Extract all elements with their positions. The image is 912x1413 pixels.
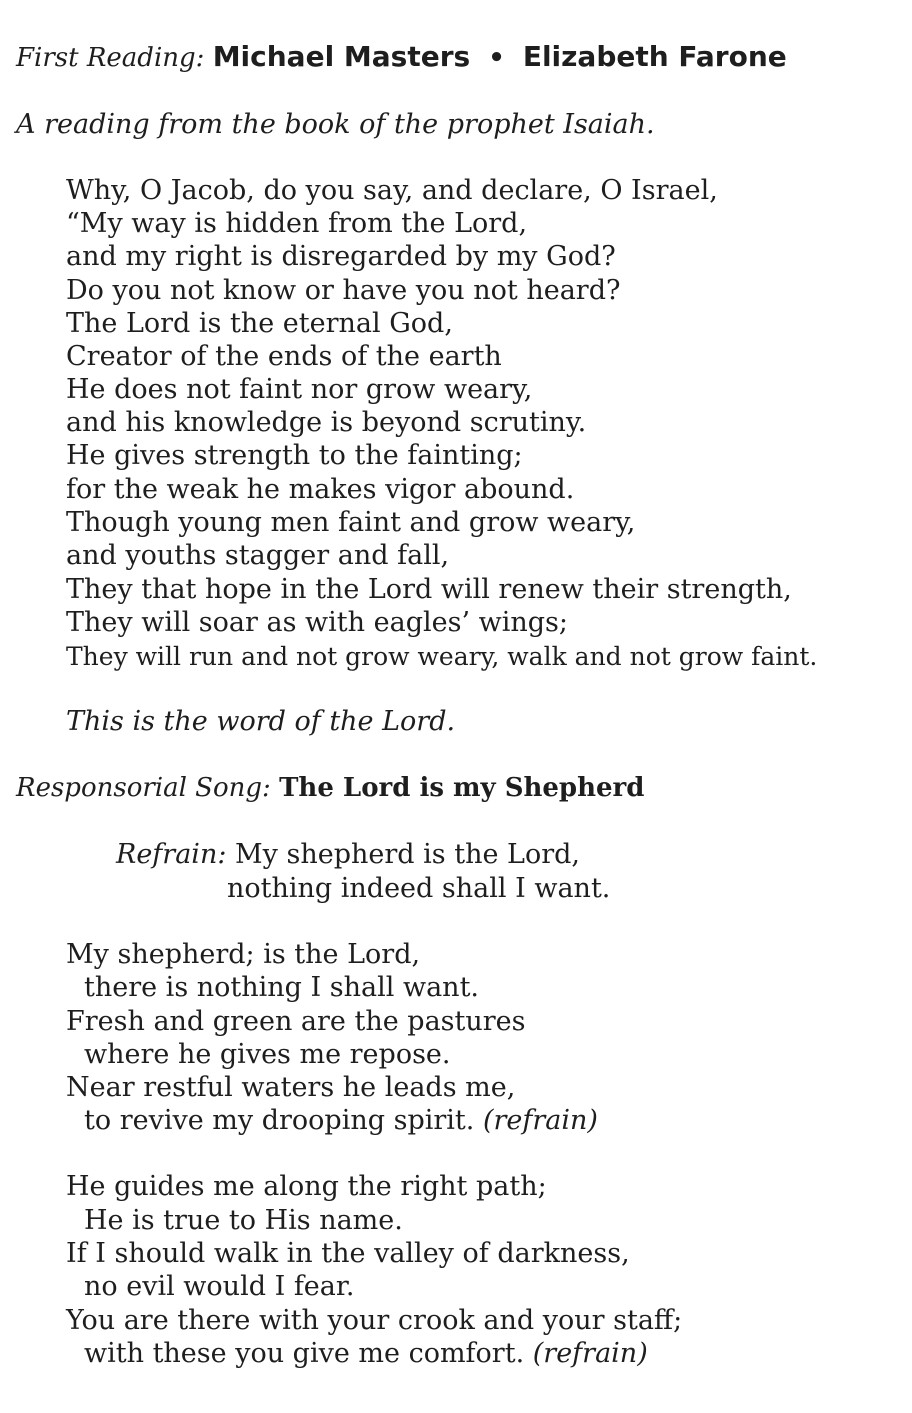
separator-bullet: • <box>488 43 505 73</box>
first-reading-header <box>16 40 787 75</box>
reading-line: They will run and not grow weary, walk and not grow faint. <box>66 642 818 671</box>
reading-line: Though young men faint and grow weary, <box>66 507 636 538</box>
song-title: The Lord is my Shepherd <box>279 773 645 803</box>
reading-line: The Lord is the eternal God, <box>66 308 453 339</box>
verse-line: with these you give me comfort. <box>84 1338 525 1369</box>
reading-line: Do you not know or have you not heard? <box>66 275 621 306</box>
reading-line: for the weak he makes vigor abound. <box>66 474 575 505</box>
verse-line: there is nothing I shall want. <box>84 972 480 1003</box>
reading-intro: A reading from the book of the prophet Isaiah. <box>16 109 655 140</box>
reading-line: Why, O Jacob, do you say, and declare, O Israel, <box>66 175 718 206</box>
reading-line: They will soar as with eagles’ wings; <box>66 607 568 638</box>
reader-name-2: Elizabeth Farone <box>522 40 787 73</box>
reading-line: Creator of the ends of the earth <box>66 341 502 372</box>
verse-line: to revive my drooping spirit. <box>84 1105 475 1136</box>
verse-line-with-refrain <box>84 1337 648 1370</box>
verse-line: where he gives me repose. <box>84 1039 451 1070</box>
reading-line: “My way is hidden from the Lord, <box>66 208 528 239</box>
verse-line: no evil would I fear. <box>84 1271 355 1302</box>
reading-line: He does not faint nor grow weary, <box>66 374 533 405</box>
refrain-text-1: My shepherd is the Lord, <box>235 839 580 870</box>
first-reading-label: First Reading: <box>16 43 205 73</box>
verse-line: Near restful waters he leads me, <box>66 1072 516 1103</box>
responsorial-label: Responsorial Song: <box>16 773 271 803</box>
verse-line: My shepherd; is the Lord, <box>66 939 421 970</box>
responsorial-header <box>16 772 644 805</box>
reading-line: He gives strength to the fainting; <box>66 440 523 471</box>
refrain-marker: (refrain) <box>482 1105 598 1136</box>
verse-line-with-refrain <box>84 1104 598 1137</box>
reading-line: and youths stagger and fall, <box>66 540 450 571</box>
reading-line: and his knowledge is beyond scrutiny. <box>66 407 587 438</box>
verse-line: Fresh and green are the pastures <box>66 1006 526 1037</box>
reading-line: They that hope in the Lord will renew their strength, <box>66 574 792 605</box>
refrain-line-1 <box>116 838 580 871</box>
reader-name-1: Michael Masters <box>212 40 471 73</box>
refrain-label: Refrain: <box>116 839 227 870</box>
verse-line: If I should walk in the valley of darkness, <box>66 1238 630 1269</box>
refrain-text-2: nothing indeed shall I want. <box>227 873 611 904</box>
verse-line: You are there with your crook and your staff; <box>66 1305 683 1336</box>
verse-line: He guides me along the right path; <box>66 1171 547 1202</box>
reading-closing: This is the word of the Lord. <box>66 706 456 737</box>
refrain-marker: (refrain) <box>532 1338 648 1369</box>
reading-line: and my right is disregarded by my God? <box>66 241 616 272</box>
verse-line: He is true to His name. <box>84 1205 403 1236</box>
